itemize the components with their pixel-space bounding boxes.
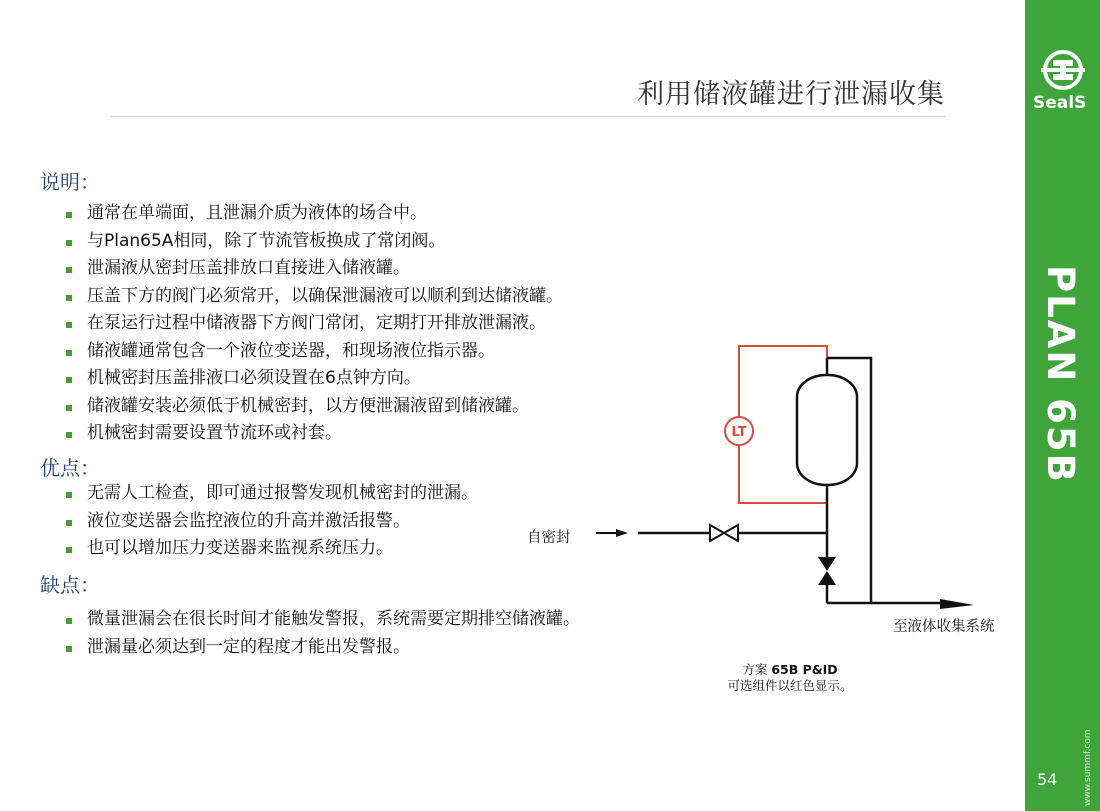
list-item xyxy=(62,283,563,311)
bullet-icon xyxy=(66,350,72,356)
list-item-text: 与Plan65A相同，除了节流管板换成了常闭阀。 xyxy=(87,230,446,251)
caption-prefix: 方案 xyxy=(742,662,768,677)
diagram-caption xyxy=(690,662,890,694)
list-item xyxy=(62,338,563,366)
list-item-text: 泄漏液从密封压盖排放口直接进入储液罐。 xyxy=(87,258,410,278)
list-item xyxy=(62,393,563,421)
list-item-text: 也可以增加压力变送器来监视系统压力。 xyxy=(87,538,393,558)
bullet-icon xyxy=(66,405,72,411)
advantages-list xyxy=(62,480,478,563)
list-item-text: 在泵运行过程中储液器下方阀门常闭，定期打开排放泄漏液。 xyxy=(87,313,546,333)
list-item xyxy=(62,255,563,283)
website-text: www.summf.com xyxy=(1083,729,1093,806)
inlet-arrow xyxy=(616,529,628,537)
list-item-text: 泄漏量必须达到一定的程度才能出发警报。 xyxy=(87,636,410,657)
drain-valve xyxy=(818,557,836,571)
bullet-icon xyxy=(66,492,72,498)
list-item xyxy=(62,606,580,634)
seals-logo-icon xyxy=(1039,46,1087,94)
bullet-icon xyxy=(66,377,72,383)
level-transmitter-tag: LT xyxy=(731,425,747,440)
inlet-valve xyxy=(710,525,724,541)
description-heading: 说明： xyxy=(40,170,100,194)
outlet-label: 至液体收集系统 xyxy=(893,619,995,635)
list-item xyxy=(62,535,478,563)
list-item xyxy=(62,634,580,662)
website-wrap xyxy=(1083,718,1097,808)
inlet-label: 自密封 xyxy=(527,530,571,546)
caption-line2: 可选组件以红色显示。 xyxy=(727,678,853,693)
bullet-icon xyxy=(66,322,72,328)
disadvantages-list xyxy=(62,606,580,661)
bullet-icon xyxy=(66,212,72,218)
list-item xyxy=(62,508,478,536)
bullet-icon xyxy=(66,618,72,624)
bullet-icon xyxy=(66,432,72,438)
bullet-icon xyxy=(66,520,72,526)
list-item xyxy=(62,365,563,393)
list-item-text: 液位变送器会监控液位的升高并激活报警。 xyxy=(87,510,410,531)
caption-bold: 65B P&ID xyxy=(771,662,838,677)
list-item xyxy=(62,200,563,228)
bullet-icon xyxy=(66,267,72,273)
bullet-icon xyxy=(66,295,72,301)
disadvantages-heading: 缺点： xyxy=(40,573,100,597)
pid-diagram xyxy=(590,335,990,625)
inlet-valve-right xyxy=(724,525,738,541)
bullet-icon xyxy=(66,547,72,553)
reservoir-vessel xyxy=(797,375,857,485)
list-item xyxy=(62,228,563,256)
list-item xyxy=(62,310,563,338)
logo-text: SealS xyxy=(1033,93,1087,113)
list-item-text: 储液罐通常包含一个液位变送器，和现场液位指示器。 xyxy=(87,340,495,361)
list-item-text: 机械密封压盖排液口必须设置在6点钟方向。 xyxy=(87,368,421,388)
title-divider xyxy=(110,116,946,117)
list-item-text: 无需人工检查，即可通过报警发现机械密封的泄漏。 xyxy=(87,483,478,503)
page-title: 利用储液罐进行泄漏收集 xyxy=(637,79,945,110)
list-item xyxy=(62,480,478,508)
list-item-text: 微量泄漏会在很长时间才能触发警报，系统需要定期排空储液罐。 xyxy=(87,609,580,629)
advantages-heading: 优点： xyxy=(40,456,100,480)
bullet-icon xyxy=(66,646,72,652)
list-item-text: 机械密封需要设置节流环或衬套。 xyxy=(87,423,342,443)
list-item xyxy=(62,420,563,448)
sidebar xyxy=(1025,0,1100,811)
outlet-arrow xyxy=(940,599,974,609)
list-item-text: 压盖下方的阀门必须常开，以确保泄漏液可以顺利到达储液罐。 xyxy=(87,285,563,306)
list-item-text: 通常在单端面，且泄漏介质为液体的场合中。 xyxy=(87,203,427,223)
drain-valve-lower xyxy=(818,571,836,585)
description-list xyxy=(62,200,563,448)
page-number: 54 xyxy=(1037,770,1058,789)
plan-label: PLAN 65B xyxy=(1039,265,1082,484)
list-item-text: 储液罐安装必须低于机械密封，以方便泄漏液留到储液罐。 xyxy=(87,395,529,416)
bullet-icon xyxy=(66,240,72,246)
plan-label-wrap xyxy=(1039,265,1082,485)
